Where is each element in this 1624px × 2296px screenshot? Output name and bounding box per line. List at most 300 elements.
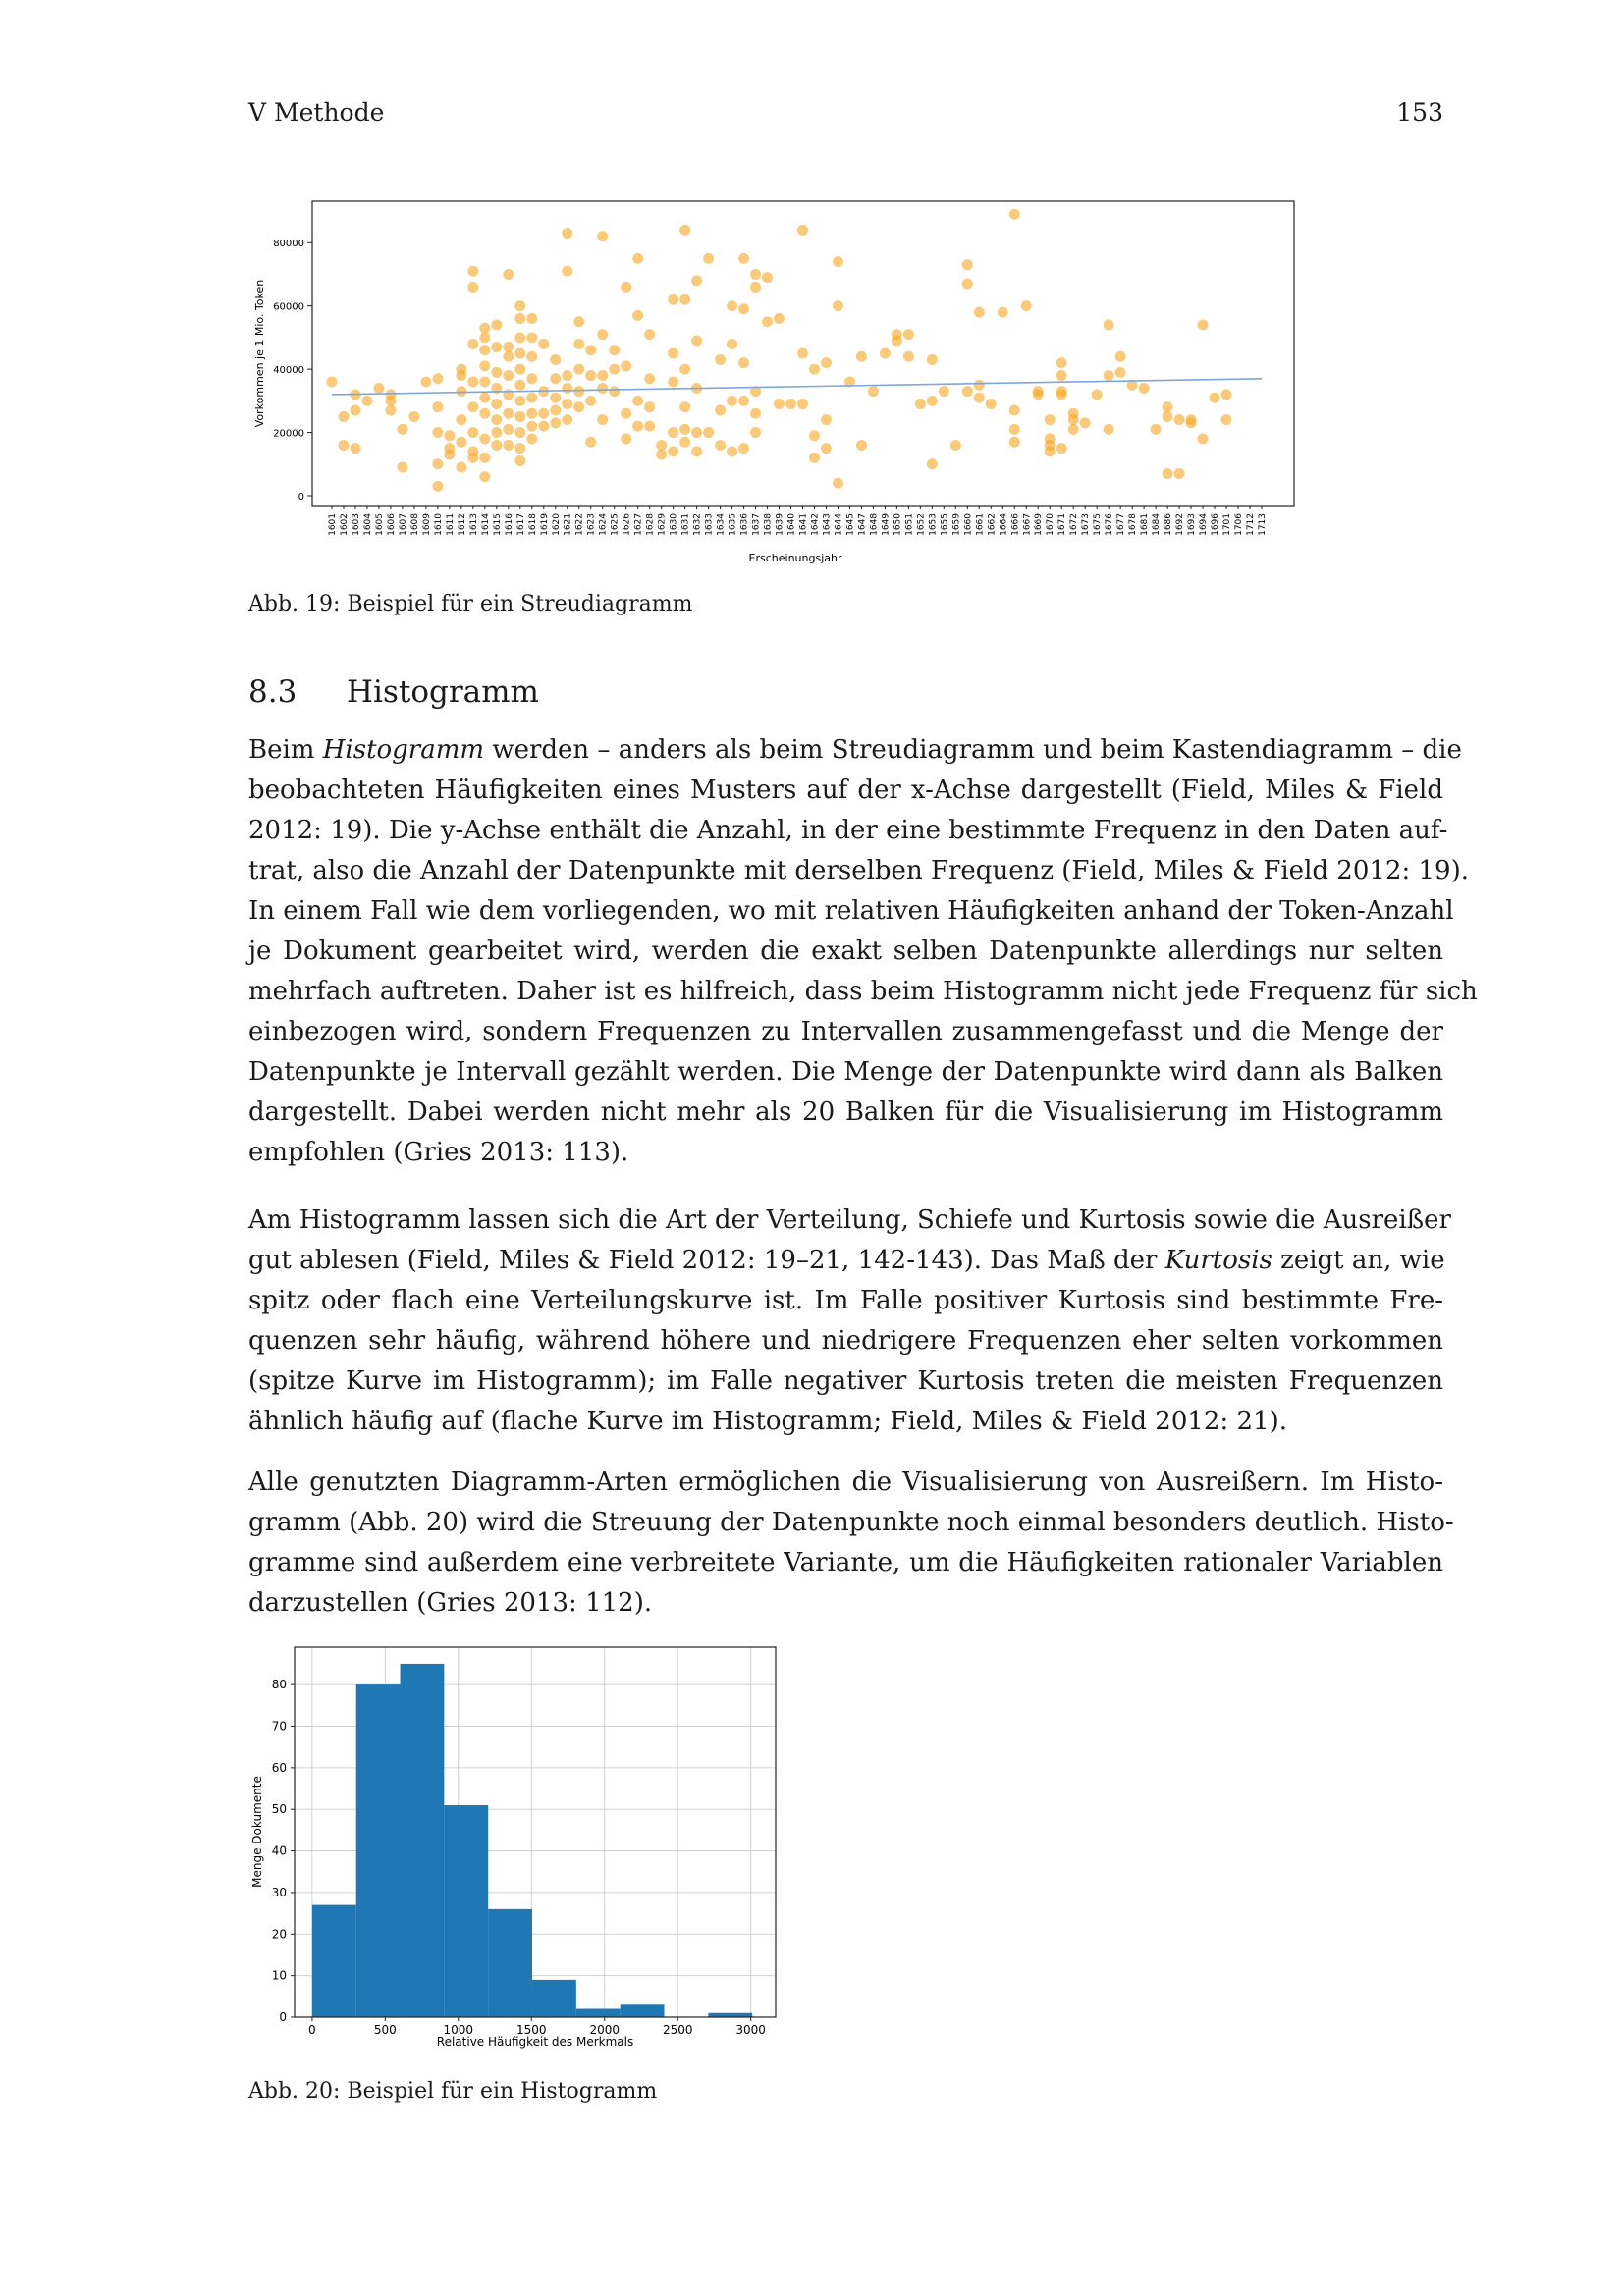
- scatter-point: [526, 313, 537, 324]
- scatter-point: [350, 443, 360, 454]
- text-line: [248, 851, 1469, 891]
- scatter-point: [750, 269, 761, 280]
- x-tick-label: 2000: [589, 2023, 621, 2037]
- scatter-point: [491, 367, 502, 378]
- scatter-point: [526, 332, 537, 343]
- x-tick-label: 1609: [421, 513, 432, 536]
- text-line: [248, 1362, 1443, 1402]
- y-tick-label: 50: [271, 1802, 287, 1817]
- scatter-point: [526, 373, 537, 384]
- x-tick-label: 1621: [563, 513, 573, 536]
- scatter-point: [738, 253, 749, 264]
- scatter-point: [573, 339, 584, 349]
- section-number: 8.3: [248, 674, 298, 710]
- scatter-point: [573, 316, 584, 327]
- scatter-point: [562, 414, 572, 425]
- scatter-point: [856, 440, 867, 451]
- scatter-point: [444, 430, 455, 441]
- x-tick-label: 1662: [987, 513, 998, 536]
- scatter-point: [514, 313, 525, 324]
- x-tick-label: 1616: [504, 513, 514, 536]
- x-tick-label: 1623: [586, 513, 597, 536]
- x-tick-label: 1650: [893, 513, 903, 536]
- scatter-point: [691, 427, 702, 438]
- x-tick-label: 1630: [669, 513, 679, 536]
- scatter-point: [1056, 357, 1067, 368]
- x-tick-label: 1672: [1069, 513, 1080, 536]
- scatter-point: [915, 399, 926, 409]
- x-tick-label: 1500: [516, 2023, 547, 2037]
- scatter-point: [609, 386, 620, 397]
- emphasized-term: Histogramm: [322, 735, 485, 765]
- text-run: quenzen sehr häufig, während höhere und niedrigere Frequenzen eher selten vorkommen: [248, 1326, 1443, 1356]
- x-tick-label: 1613: [468, 513, 479, 536]
- scatter-point: [609, 364, 620, 375]
- text-run: spitz oder flach eine Verteilungskurve ist. Im Falle positiver Kurtosis sind bestimmte Fre-: [248, 1286, 1443, 1315]
- x-tick-label: 1634: [716, 513, 727, 536]
- scatter-point: [668, 446, 678, 456]
- scatter-point: [467, 427, 478, 438]
- scatter-point: [514, 300, 525, 311]
- scatter-point: [491, 427, 502, 438]
- scatter-point: [621, 282, 631, 293]
- scatter-point: [1068, 424, 1079, 435]
- scatter-point: [1080, 417, 1091, 428]
- scatter-point: [562, 228, 572, 239]
- scatter-point: [550, 405, 561, 416]
- y-tick-label: 0: [279, 2010, 287, 2024]
- scatter-point: [632, 253, 643, 264]
- scatter-point: [974, 307, 985, 318]
- x-tick-label: 1602: [339, 513, 350, 536]
- x-tick-label: 1640: [786, 513, 797, 536]
- x-tick-label: 1649: [881, 513, 892, 536]
- text-run: Datenpunkte je Intervall gezählt werden. Die Menge der Datenpunkte wird dann als Balken: [248, 1057, 1443, 1087]
- text-line: [248, 1201, 1451, 1241]
- scatter-point: [385, 389, 396, 400]
- x-tick-label: 1644: [834, 513, 844, 536]
- scatter-point: [479, 471, 490, 482]
- scatter-point: [809, 430, 820, 441]
- scatter-point: [1033, 389, 1044, 400]
- text-run: In einem Fall wie dem vorliegenden, wo mit relativen Häufigkeiten anhand der Token-Anzahl: [248, 896, 1454, 926]
- scatter-point: [526, 408, 537, 419]
- x-tick-label: 1603: [351, 513, 361, 536]
- text-run: beobachteten Häufigkeiten eines Musters auf der x-Achse dargestellt (Field, Miles & Field: [248, 775, 1443, 805]
- scatter-point: [327, 377, 338, 388]
- scatter-point: [903, 329, 914, 340]
- text-line: [248, 1402, 1443, 1442]
- scatter-point: [668, 427, 678, 438]
- text-line: [248, 1583, 1443, 1624]
- y-axis-label: Vorkommen je 1 Mio. Token: [253, 279, 266, 428]
- x-tick-label: 1639: [775, 513, 785, 536]
- scatter-point: [750, 427, 761, 438]
- scatter-point: [432, 481, 443, 492]
- text-line: [248, 1321, 1443, 1362]
- scatter-point: [738, 303, 749, 314]
- scatter-point: [1163, 468, 1173, 479]
- text-line: [248, 1463, 1443, 1503]
- scatter-point: [1163, 411, 1173, 422]
- scatter-point: [467, 282, 478, 293]
- x-tick-label: 1628: [645, 513, 656, 536]
- x-tick-label: 1675: [1093, 513, 1104, 536]
- scatter-point: [514, 455, 525, 466]
- y-tick-label: 40: [271, 1843, 287, 1858]
- scatter-point: [467, 377, 478, 388]
- x-tick-label: 1641: [798, 513, 809, 536]
- x-tick-label: 1610: [433, 513, 444, 536]
- x-tick-label: 1652: [916, 513, 927, 536]
- scatter-point: [1151, 424, 1162, 435]
- scatter-point: [1198, 434, 1209, 445]
- scatter-point: [503, 424, 514, 435]
- scatter-point: [632, 396, 643, 406]
- scatter-point: [668, 377, 678, 388]
- scatter-point: [479, 408, 490, 419]
- scatter-point: [1104, 320, 1114, 331]
- scatter-point: [703, 427, 714, 438]
- scatter-point: [762, 272, 773, 283]
- x-tick-label: 1661: [975, 513, 986, 536]
- x-tick-label: 1618: [527, 513, 538, 536]
- scatter-point: [644, 373, 655, 384]
- scatter-point: [727, 446, 737, 456]
- y-tick-label: 70: [271, 1719, 287, 1734]
- scatter-point: [1221, 414, 1232, 425]
- x-tick-label: 1673: [1081, 513, 1092, 536]
- scatter-point: [644, 421, 655, 432]
- text-line: [248, 1503, 1454, 1543]
- text-line: [248, 730, 1462, 771]
- text-line: [248, 1012, 1443, 1052]
- scatter-point: [585, 396, 596, 406]
- scatter-point: [538, 408, 549, 419]
- scatter-point: [797, 225, 808, 236]
- x-tick-label: 1643: [822, 513, 833, 536]
- scatter-point: [573, 386, 584, 397]
- scatter-point: [821, 357, 832, 368]
- y-tick-label: 0: [298, 492, 304, 503]
- scatter-point: [927, 354, 938, 365]
- scatter-point: [679, 364, 690, 375]
- scatter-point: [491, 342, 502, 352]
- scatter-point: [1009, 437, 1020, 448]
- histogram-figure: [245, 1639, 795, 2061]
- scatter-point: [467, 266, 478, 277]
- x-tick-label: 1676: [1105, 513, 1115, 536]
- text-line: [248, 811, 1448, 851]
- page-number: 153: [1396, 98, 1443, 127]
- scatter-point: [1174, 414, 1185, 425]
- scatter-point: [939, 386, 949, 397]
- section-heading: [248, 674, 539, 710]
- scatter-point: [1104, 370, 1114, 381]
- x-tick-label: 1693: [1187, 513, 1198, 536]
- scatter-point: [550, 373, 561, 384]
- scatter-point: [1009, 424, 1020, 435]
- scatter-point: [397, 462, 407, 473]
- paragraph-1: [248, 730, 1478, 1173]
- scatter-point: [503, 370, 514, 381]
- scatter-point: [467, 339, 478, 349]
- y-tick-label: 30: [271, 1885, 287, 1899]
- scatter-point: [526, 421, 537, 432]
- scatter-point: [715, 440, 726, 451]
- scatter-point: [373, 383, 384, 394]
- x-tick-label: 1713: [1258, 513, 1268, 536]
- y-tick-label: 80: [271, 1678, 287, 1692]
- x-tick-label: 1684: [1152, 513, 1163, 536]
- scatter-point: [385, 405, 396, 416]
- scatter-plot-figure: [250, 196, 1375, 569]
- scatter-point: [1115, 351, 1126, 362]
- scatter-point: [1174, 468, 1185, 479]
- x-tick-label: 1606: [386, 513, 397, 536]
- scatter-point: [703, 253, 714, 264]
- scatter-point: [974, 393, 985, 403]
- y-tick-label: 20000: [273, 428, 304, 440]
- text-run: je Dokument gearbeitet wird, werden die exakt selben Datenpunkte allerdings nur selten: [248, 936, 1443, 966]
- histogram-bar: [312, 1905, 356, 2017]
- scatter-point: [514, 380, 525, 391]
- scatter-point: [1186, 417, 1197, 428]
- x-tick-label: 1633: [704, 513, 715, 536]
- x-tick-label: 1681: [1140, 513, 1151, 536]
- scatter-point: [514, 443, 525, 454]
- scatter-point: [986, 399, 997, 409]
- scatter-point: [656, 450, 667, 460]
- scatter-point: [621, 434, 631, 445]
- histogram-bar: [708, 2013, 752, 2017]
- scatter-point: [550, 393, 561, 403]
- x-tick-label: 1608: [409, 513, 420, 536]
- scatter-point: [609, 345, 620, 355]
- scatter-point: [1068, 414, 1079, 425]
- x-tick-label: 1659: [951, 513, 962, 536]
- scatter-point: [526, 434, 537, 445]
- scatter-point: [738, 443, 749, 454]
- text-line: [248, 891, 1454, 932]
- scatter-point: [503, 351, 514, 362]
- scatter-point: [597, 383, 608, 394]
- x-tick-label: 1622: [574, 513, 585, 536]
- x-tick-label: 1601: [328, 513, 338, 536]
- scatter-point: [562, 370, 572, 381]
- scatter-point: [927, 458, 938, 469]
- paragraph-3: [248, 1463, 1454, 1624]
- text-run: werden – anders als beim Streudiagramm und beim Kastendiagramm – die: [484, 735, 1462, 765]
- scatter-point: [998, 307, 1008, 318]
- scatter-point: [338, 411, 349, 422]
- x-tick-label: 1612: [457, 513, 467, 536]
- scatter-point: [1056, 370, 1067, 381]
- scatter-point: [514, 364, 525, 375]
- scatter-point: [1115, 367, 1126, 378]
- scatter-point: [491, 414, 502, 425]
- scatter-point: [727, 339, 737, 349]
- text-run: darzustellen (Gries 2013: 112).: [248, 1588, 653, 1618]
- x-tick-label: 1632: [692, 513, 703, 536]
- scatter-point: [833, 478, 843, 489]
- scatter-point: [514, 332, 525, 343]
- scatter-point: [1021, 300, 1032, 311]
- scatter-point: [597, 370, 608, 381]
- scatter-point: [597, 231, 608, 241]
- scatter-point: [361, 396, 372, 406]
- y-tick-label: 20: [271, 1927, 287, 1942]
- scatter-point: [585, 345, 596, 355]
- x-tick-label: 1667: [1022, 513, 1033, 536]
- x-tick-label: 1647: [857, 513, 868, 536]
- x-tick-label: 1626: [622, 513, 632, 536]
- scatter-point: [738, 396, 749, 406]
- scatter-point: [750, 282, 761, 293]
- scatter-point: [456, 386, 466, 397]
- x-axis-label: Relative Häufigkeit des Merkmals: [436, 2035, 634, 2049]
- scatter-point: [514, 348, 525, 359]
- scatter-point: [432, 427, 443, 438]
- y-tick-label: 60: [271, 1760, 287, 1775]
- text-run: gut ablesen (Field, Miles & Field 2012: 19–21, 142-143). Das Maß der: [248, 1246, 1165, 1275]
- scatter-point: [809, 453, 820, 463]
- scatter-point: [679, 424, 690, 435]
- scatter-point: [962, 386, 973, 397]
- x-tick-label: 500: [373, 2023, 397, 2037]
- scatter-point: [350, 405, 360, 416]
- scatter-point: [503, 269, 514, 280]
- scatter-point: [408, 411, 419, 422]
- scatter-point: [550, 354, 561, 365]
- x-tick-label: 1666: [1010, 513, 1021, 536]
- scatter-point: [738, 357, 749, 368]
- x-tick-label: 1629: [657, 513, 668, 536]
- x-tick-label: 1669: [1034, 513, 1045, 536]
- scatter-point: [491, 440, 502, 451]
- scatter-point: [691, 446, 702, 456]
- histogram-bar: [444, 1805, 488, 2017]
- histogram-bar: [401, 1664, 445, 2017]
- x-tick-label: 1638: [763, 513, 774, 536]
- scatter-point: [950, 440, 961, 451]
- scatter-point: [927, 396, 938, 406]
- text-run: mehrfach auftreten. Daher ist es hilfreich, dass beim Histogramm nicht jede Frequenz für sich: [248, 977, 1478, 1006]
- text-run: ähnlich häufig auf (flache Kurve im Histogramm; Field, Miles & Field 2012: 21).: [248, 1407, 1287, 1436]
- scatter-point: [526, 351, 537, 362]
- scatter-point: [420, 377, 431, 388]
- x-tick-label: 1694: [1199, 513, 1210, 536]
- x-tick-label: 2500: [662, 2023, 693, 2037]
- scatter-point: [679, 401, 690, 412]
- scatter-point: [1056, 389, 1067, 400]
- text-run: Alle genutzten Diagramm-Arten ermöglichen die Visualisierung von Ausreißern. Im Histo-: [248, 1468, 1443, 1497]
- scatter-point: [856, 351, 867, 362]
- scatter-point: [644, 329, 655, 340]
- scatter-point: [1056, 443, 1067, 454]
- scatter-point: [538, 421, 549, 432]
- scatter-point: [668, 294, 678, 305]
- scatter-point: [444, 450, 455, 460]
- scatter-point: [621, 408, 631, 419]
- histogram-bar: [576, 2009, 621, 2017]
- scatter-point: [526, 393, 537, 403]
- text-run: Beim: [248, 735, 323, 765]
- text-line: [248, 1052, 1443, 1093]
- text-line: [248, 1133, 1443, 1173]
- scatter-point: [1009, 405, 1020, 416]
- scatter-point: [479, 393, 490, 403]
- text-run: gramme sind außerdem eine verbreitete Variante, um die Häufigkeiten rationaler Variablen: [248, 1548, 1443, 1577]
- scatter-point: [797, 348, 808, 359]
- scatter-point: [432, 458, 443, 469]
- x-tick-label: 1670: [1046, 513, 1056, 536]
- scatter-point: [503, 408, 514, 419]
- scatter-point: [456, 370, 466, 381]
- x-tick-label: 1620: [551, 513, 562, 536]
- scatter-point: [974, 380, 985, 391]
- scatter-point: [962, 259, 973, 270]
- scatter-point: [644, 401, 655, 412]
- x-tick-label: 1635: [728, 513, 738, 536]
- scatter-point: [562, 399, 572, 409]
- scatter-point: [562, 266, 572, 277]
- x-tick-label: 1677: [1116, 513, 1127, 536]
- scatter-point: [892, 336, 902, 347]
- x-tick-label: 0: [308, 2023, 316, 2037]
- scatter-point: [432, 401, 443, 412]
- x-tick-label: 1615: [492, 513, 503, 536]
- scatter-point: [821, 443, 832, 454]
- scatter-point: [456, 414, 466, 425]
- x-tick-label: 1625: [610, 513, 621, 536]
- x-tick-label: 1696: [1211, 513, 1221, 536]
- x-tick-label: 1624: [598, 513, 609, 536]
- text-run: 2012: 19). Die y-Achse enthält die Anzahl, in der eine bestimmte Frequenz in den Daten auf-: [248, 816, 1448, 845]
- scatter-point: [1009, 209, 1020, 220]
- x-tick-label: 1664: [999, 513, 1009, 536]
- x-tick-label: 1636: [739, 513, 750, 536]
- x-tick-label: 1642: [810, 513, 821, 536]
- scatter-point: [774, 313, 785, 324]
- text-line: [248, 771, 1443, 811]
- scatter-point: [338, 440, 349, 451]
- x-tick-label: 1653: [928, 513, 939, 536]
- x-tick-label: 1627: [633, 513, 644, 536]
- emphasized-term: Kurtosis: [1164, 1246, 1272, 1275]
- scatter-point: [397, 424, 407, 435]
- scatter-point: [962, 279, 973, 290]
- scatter-point: [479, 345, 490, 355]
- text-run: dargestellt. Dabei werden nicht mehr als 20 Balken für die Visualisierung im Histogramm: [248, 1097, 1443, 1127]
- scatter-point: [1104, 424, 1114, 435]
- scatter-point: [762, 316, 773, 327]
- scatter-point: [456, 462, 466, 473]
- scatter-point: [514, 396, 525, 406]
- scatter-point: [679, 225, 690, 236]
- scatter-point: [467, 401, 478, 412]
- scatter-point: [479, 323, 490, 334]
- scatter-point: [479, 453, 490, 463]
- section-title: Histogramm: [347, 674, 539, 710]
- scatter-point: [550, 417, 561, 428]
- x-tick-label: 3000: [735, 2023, 766, 2037]
- text-run: zeigt an, wie: [1272, 1246, 1445, 1275]
- scatter-point: [679, 294, 690, 305]
- scatter-point: [727, 300, 737, 311]
- x-tick-label: 1604: [362, 513, 373, 536]
- scatter-point: [1210, 393, 1220, 403]
